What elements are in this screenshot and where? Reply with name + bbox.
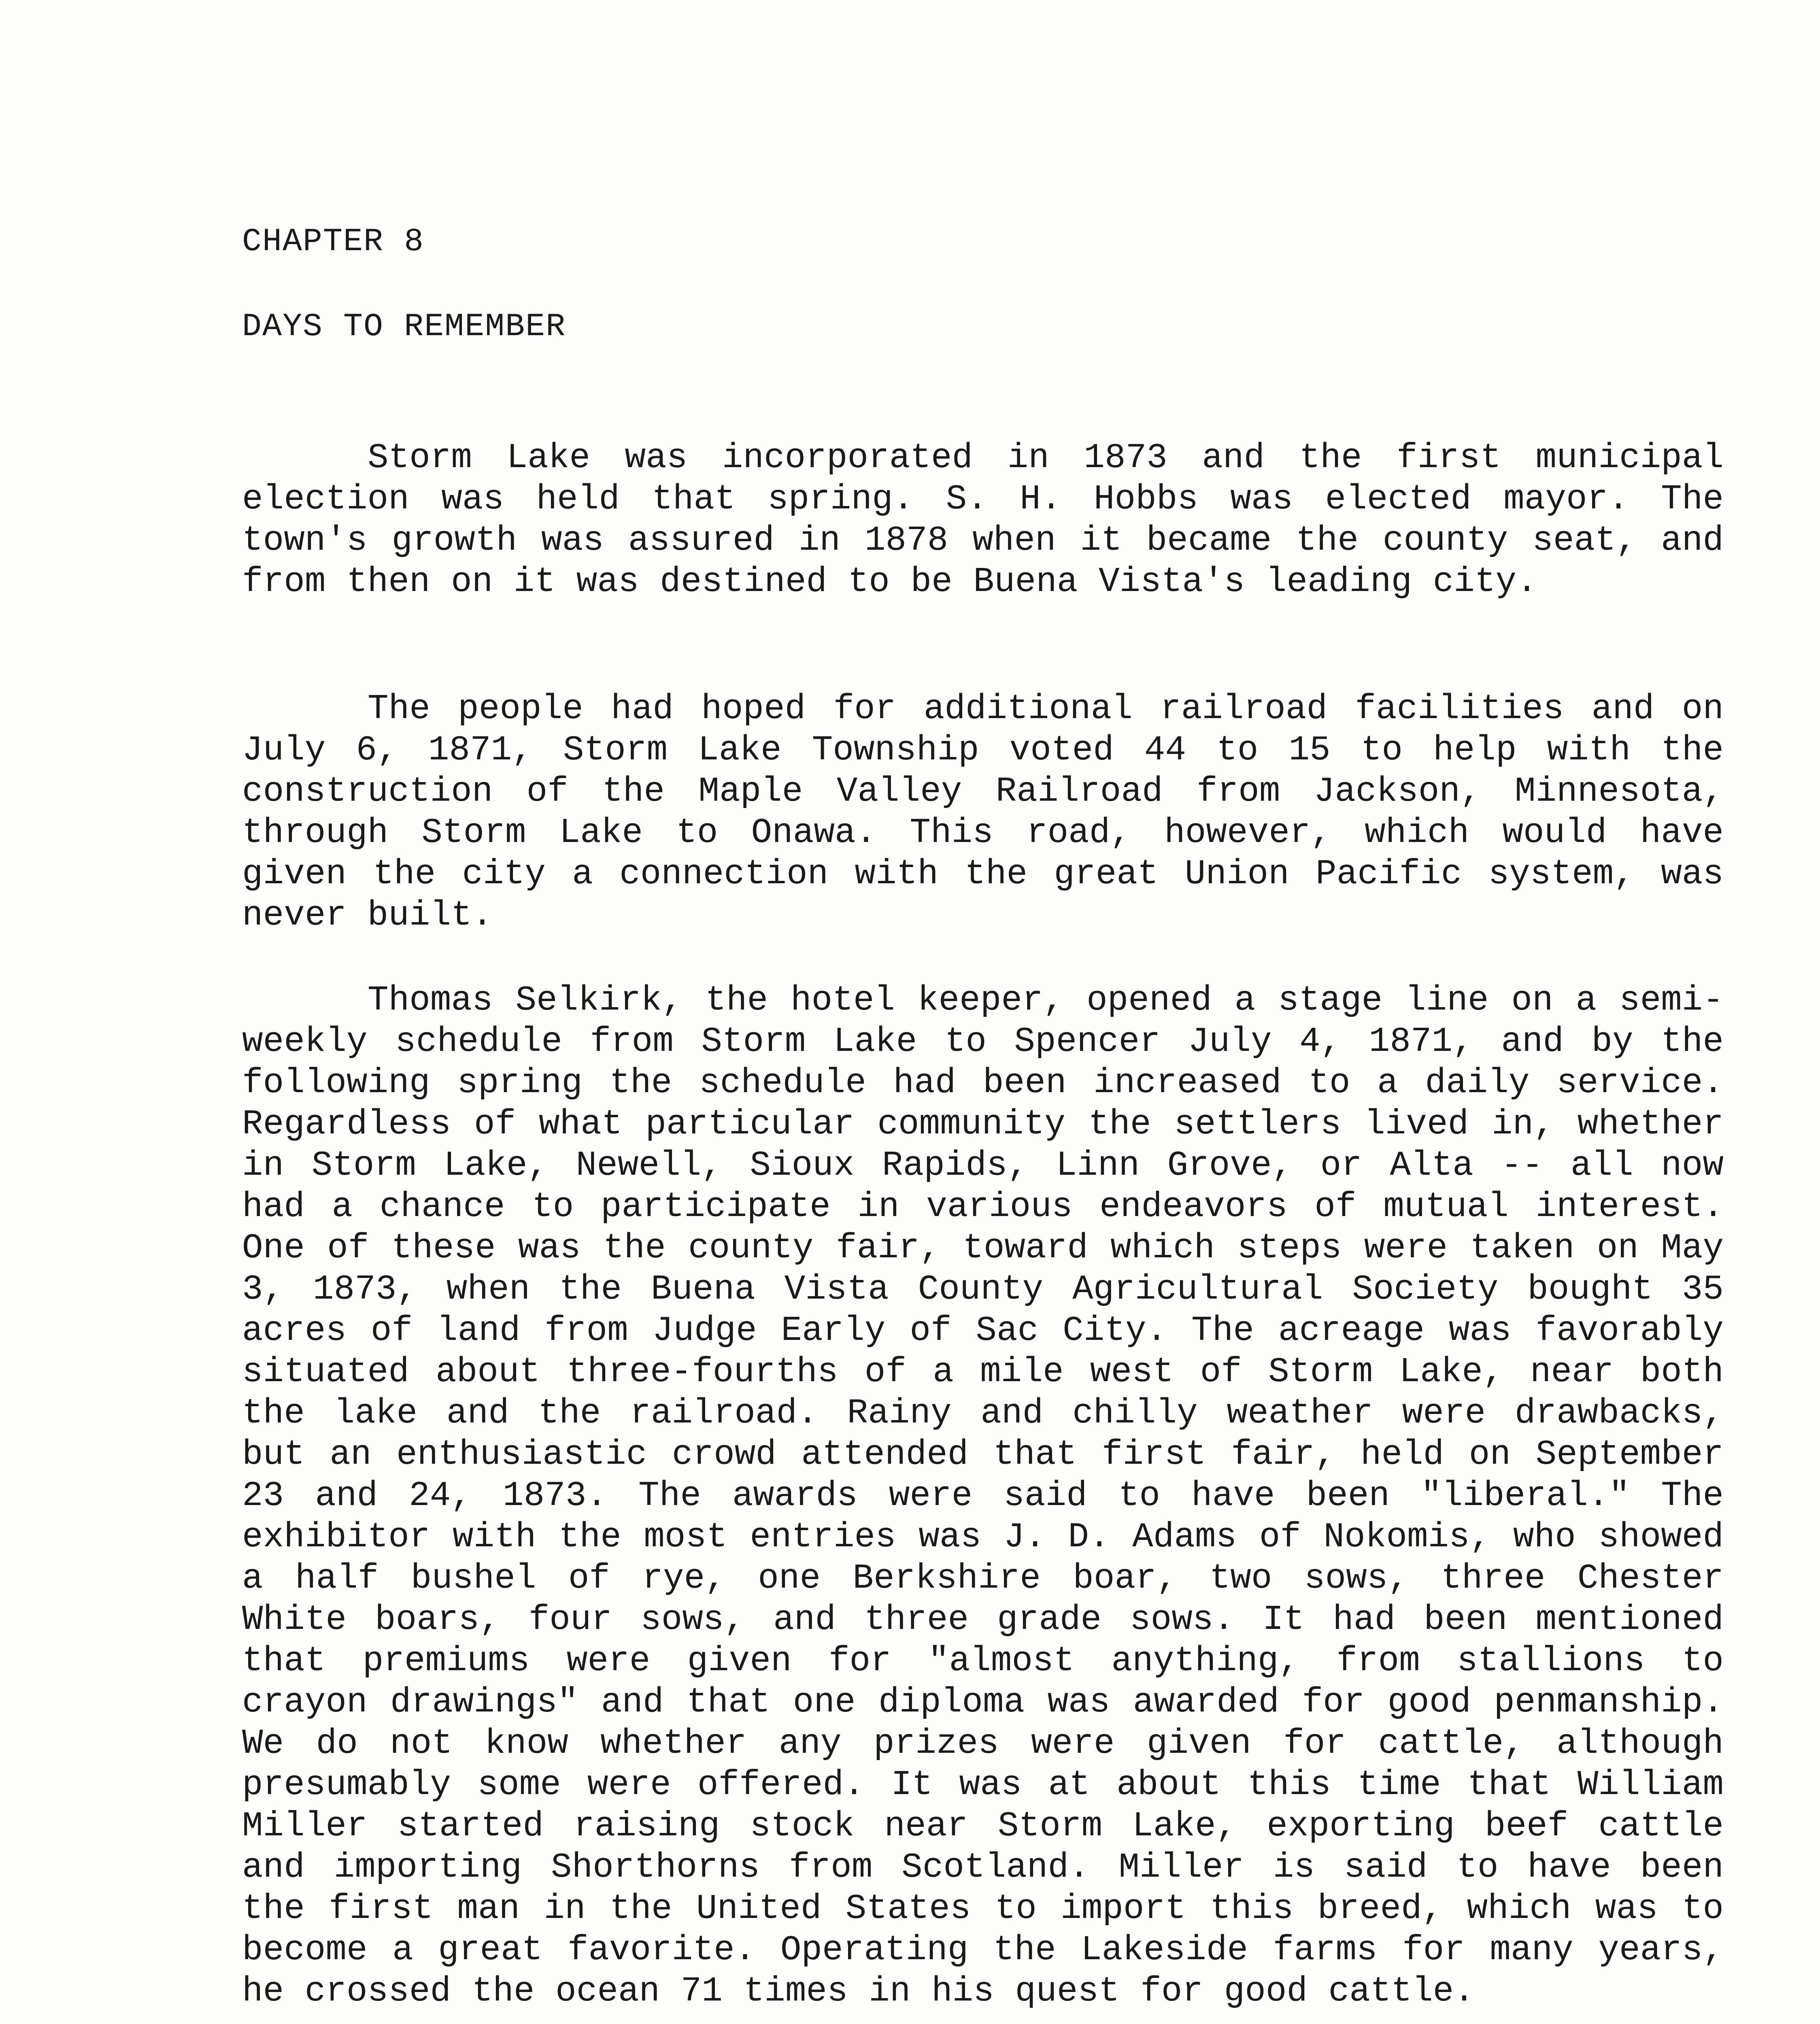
- paragraph: Storm Lake was incorporated in 1873 and the first municipal election was held that spring. S. H. Hobbs was elected mayor. The town's growth was assured in 1878 when it became the county seat, and from then on it was destined to be Buena Vista's leading city.: [242, 438, 1724, 602]
- paragraph: The people had hoped for additional railroad facilities and on July 6, 1871, Storm Lake Township voted 44 to 15 to help with the construction of the Maple Valley Railroad from Jackson, Minnesota, through Storm Lake to Onawa. This road, however, which would have given the city a connection with the great Union Pacific system, was never built.: [242, 689, 1724, 935]
- paragraph-2-container: [242, 688, 1724, 936]
- paragraph-3-container: [242, 980, 1724, 2012]
- chapter-label: CHAPTER 8: [242, 223, 425, 260]
- paragraph: Thomas Selkirk, the hotel keeper, opened a stage line on a semi-weekly schedule from Storm Lake to Spencer July 4, 1871, and by the following spring the schedule had been increased to a daily service. Regardless of what particular community the settlers lived in, whether in Storm Lake, Newell, Sioux Rapids, Linn Grove, or Alta -- all now had a chance to participate in various endeavors of mutual interest. One of these was the county fair, toward which steps were taken on May 3, 1873, when the Buena Vista County Agricultural Society bought 35 acres of land from Judge Early of Sac City. The acreage was favorably situated about three-fourths of a mile west of Storm Lake, near both the lake and the railroad. Rainy and chilly weather were drawbacks, but an enthusiastic crowd attended that first fair, held on September 23 and 24, 1873. The awards were said to have been "liberal." The exhibitor with the most entries was J. D. Adams of Nokomis, who showed a half bushel of rye, one Berkshire boar, two sows, three Chester White boars, four sows, and three grade sows. It had been mentioned that premiums were given for "almost anything, from stallions to crayon drawings" and that one diploma was awarded for good penmanship. We do not know whether any prizes were given for cattle, although presumably some were offered. It was at about this time that William Miller started raising stock near Storm Lake, exporting beef cattle and importing Shorthorns from Scotland. Miller is said to have been the first man in the United States to import this breed, which was to become a great favorite. Operating the Lakeside farms for many years, he crossed the ocean 71 times in his quest for good cattle.: [242, 980, 1724, 2011]
- chapter-title: DAYS TO REMEMBER: [242, 308, 566, 345]
- paragraph-1-container: [242, 437, 1724, 602]
